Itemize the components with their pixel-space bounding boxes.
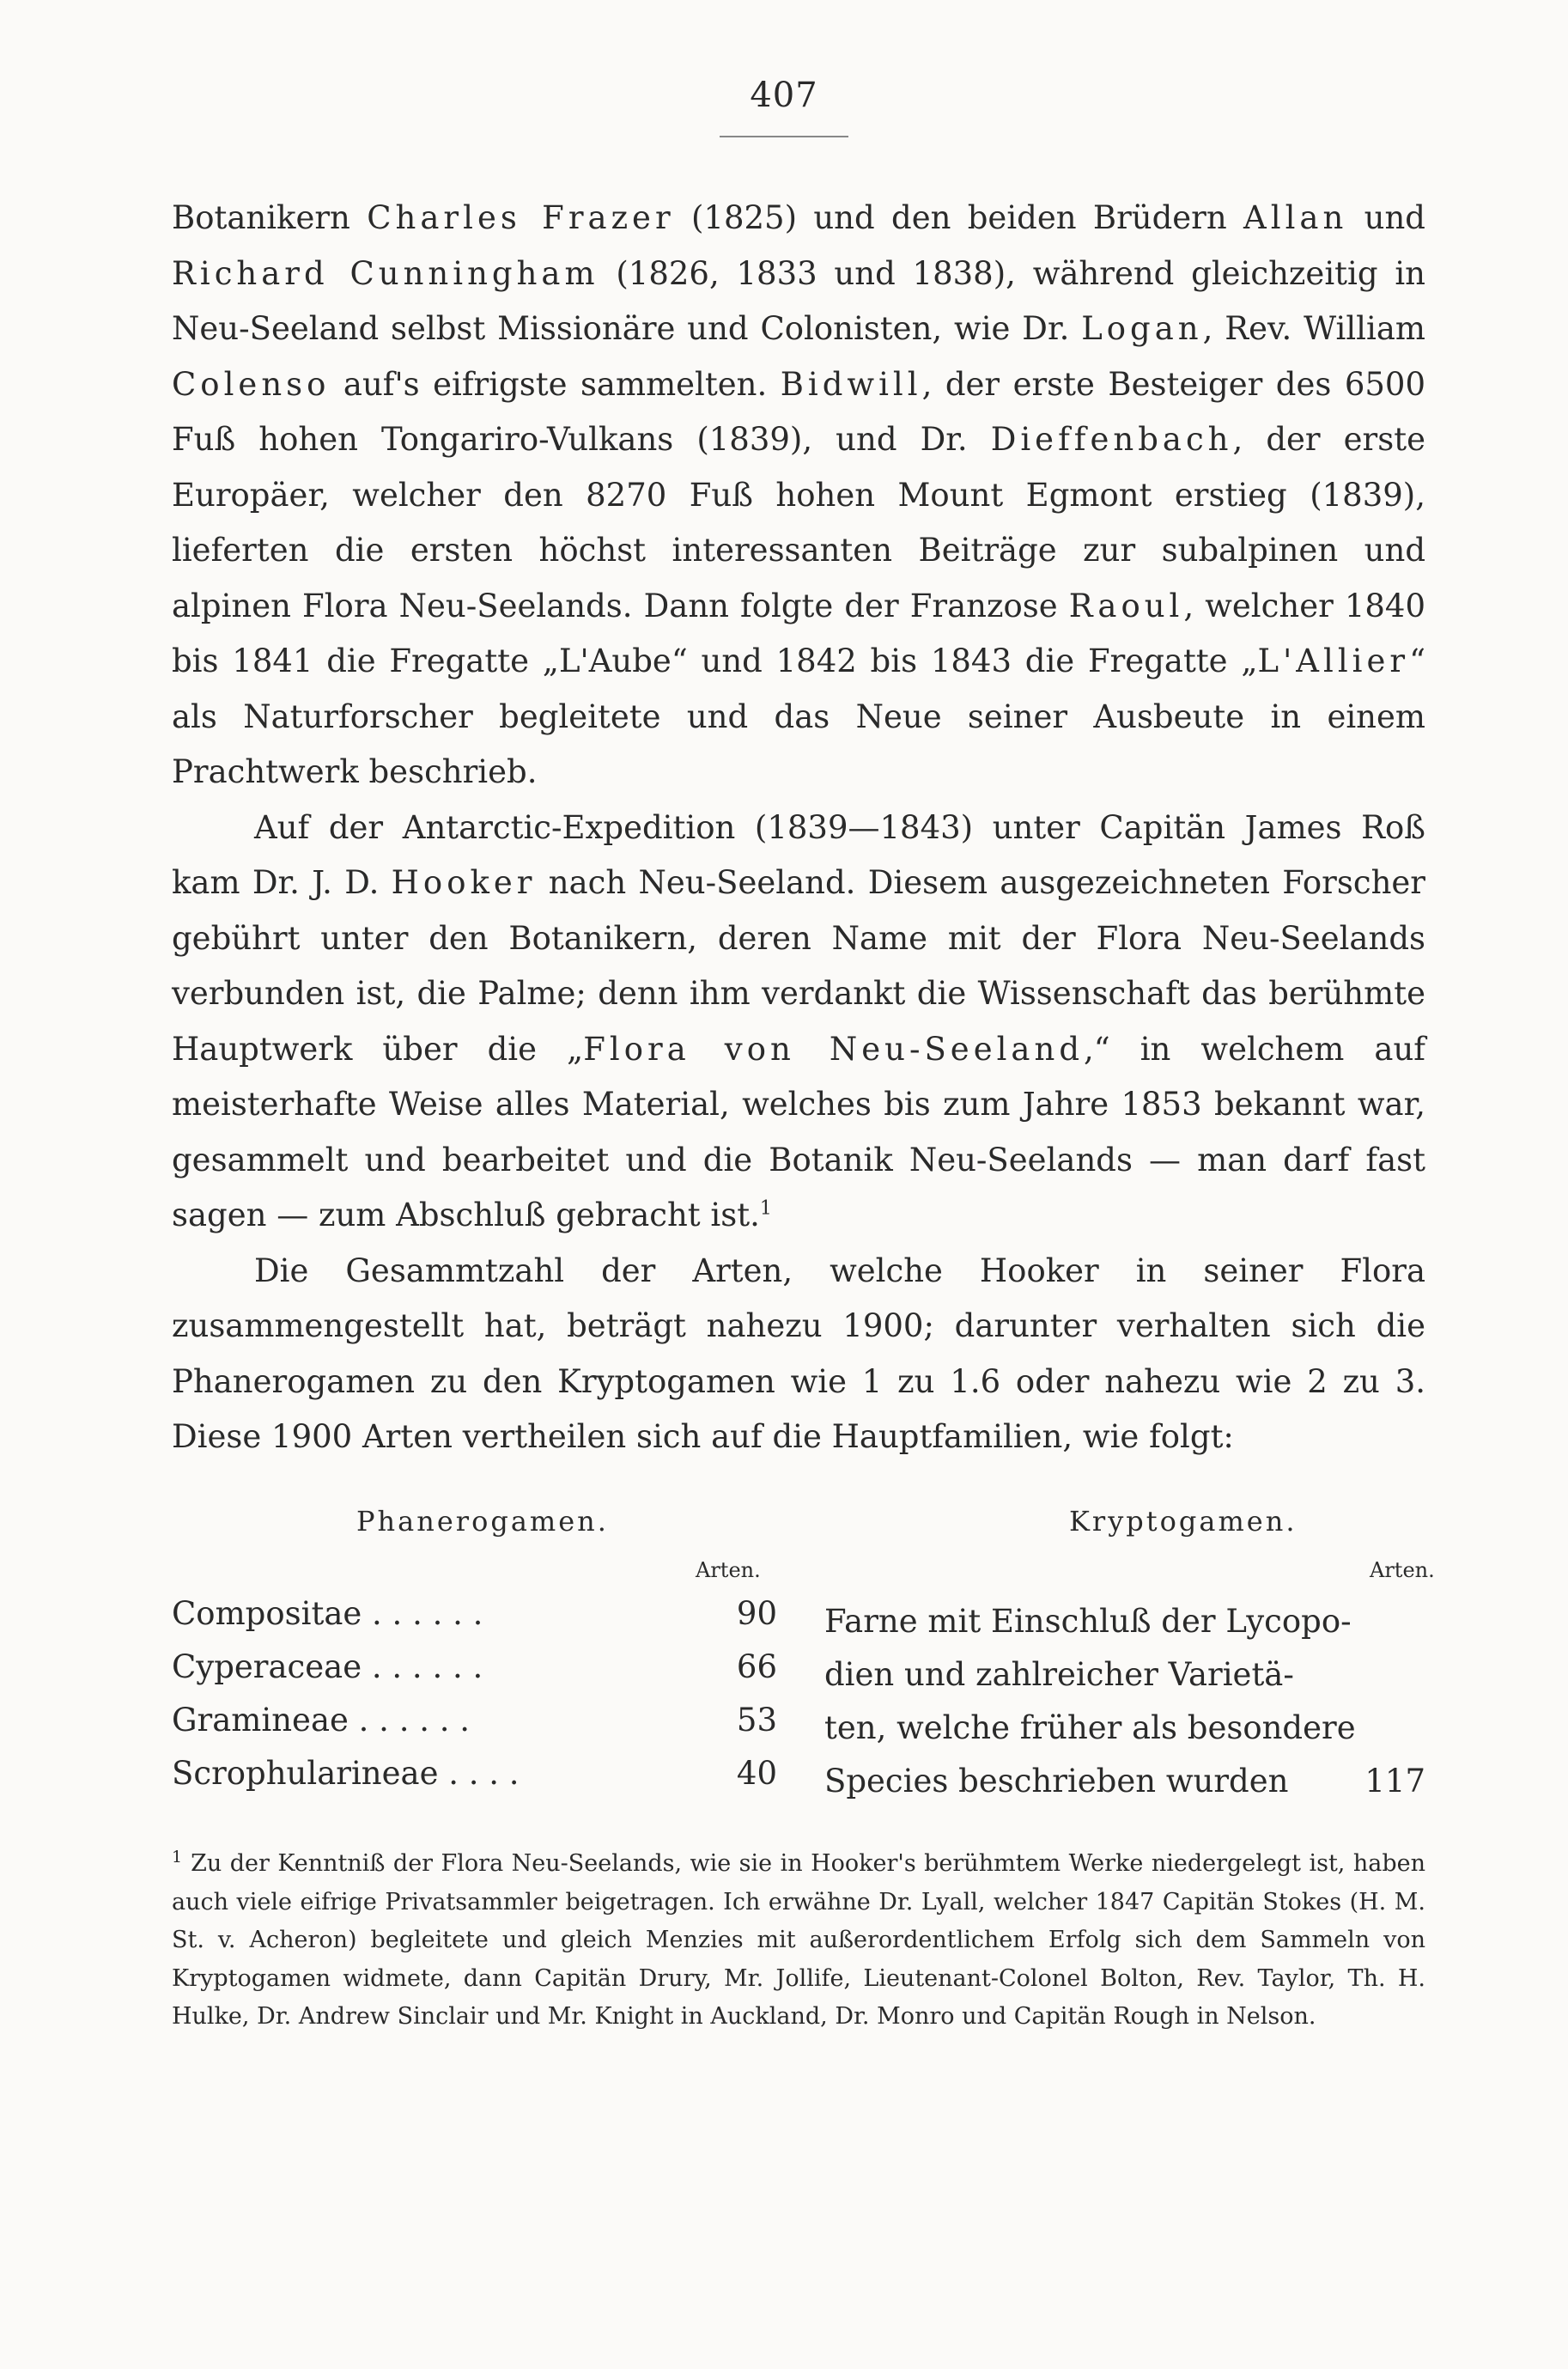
family-name: Scrophularineae . . . .: [172, 1755, 520, 1792]
spaced-name: Logan: [1081, 310, 1203, 347]
family-name: Compositae . . . . . .: [172, 1595, 483, 1632]
species-count: 53: [736, 1702, 777, 1739]
kryptogamen-header: Kryptogamen.: [1069, 1505, 1298, 1538]
family-name: Gramineae . . . . . .: [172, 1702, 471, 1739]
species-count: 40: [736, 1755, 777, 1792]
spaced-name: Bidwill: [780, 365, 922, 403]
arten-label-left: Arten.: [696, 1558, 761, 1582]
kryptogamen-entry: [824, 1595, 1425, 1808]
footnote-reference: 1: [759, 1197, 772, 1220]
kryptogamen-line-last: [824, 1755, 1425, 1808]
body-text: [172, 191, 1425, 1465]
paragraph-1: Botanikern Charles Frazer (1825) und den beiden Brüdern Allan und Richard Cunningham (1826, 1833 und 1838), während gleichzeitig in Neu-Seeland selbst Missionäre und Colonisten, wie Dr. Logan, Rev. William Colenso auf's eifrigste sammelten. Bidwill, der erste Besteiger des 6500 Fuß hohen Tongariro-Vulkans (1839), und Dr. Dieffenbach, der erste Europäer, welcher den 8270 Fuß hohen Mount Egmont erstieg (1839), lieferten die ersten höchst interessanten Beiträge zur subalpinen und alpinen Flora Neu-Seelands. Dann folgte der Franzose Raoul, welcher 1840 bis 1841 die Fregatte „L'Aube“ und 1842 bis 1843 die Fregatte „L'Allier“ als Naturforscher begleitete und das Neue seiner Ausbeute in einem Prachtwerk beschrieb.: [172, 199, 1426, 790]
footnote-text: Zu der Kenntniß der Flora Neu-Seelands, wie sie in Hooker's berühmtem Werke niedergelegt ist, haben auch viele eifrige Privatsammler beigetragen. Ich erwähne Dr. Lyall, welcher 1847 Capitän Stokes (H. M. St. v. Acheron) begleitete und gleich Menzies mit außerordentlichem Erfolg sich dem Sammeln von Kryptogamen widmete, dann Capitän Drury, Mr. Jollife, Lieutenant-Colonel Bolton, Rev. Taylor, Th. H. Hulke, Dr. Andrew Sinclair und Mr. Knight in Auckland, Dr. Monro und Capitän Rough in Nelson.: [172, 1850, 1425, 2030]
kryptogamen-line: dien und zahlreicher Varietä-: [824, 1656, 1294, 1693]
spaced-name: Richard Cunningham: [172, 254, 599, 292]
arten-label-right: Arten.: [1370, 1558, 1435, 1582]
spaced-name: Hooker: [391, 864, 537, 901]
table-row: [172, 1648, 777, 1685]
family-table: [172, 1505, 1435, 1814]
kryptogamen-line: Farne mit Einschluß der Lycopo-: [824, 1603, 1352, 1640]
spaced-name: L'Allier: [1257, 642, 1410, 679]
footnote: [172, 1845, 1425, 2037]
kryptogamen-line: ten, welche früher als besondere: [824, 1709, 1356, 1746]
species-count: 66: [736, 1648, 777, 1685]
paragraph-2: Auf der Antarctic-Expedition (1839—1843) unter Capitän James Roß kam Dr. J. D. Hooker nach Neu-Seeland. Diesem ausgezeichneten Forscher gebührt unter den Botanikern, deren Name mit der Flora Neu-Seelands verbunden ist, die Palme; denn ihm verdankt die Wissenschaft das berühmte Hauptwerk über die „Flora von Neu-Seeland,“ in welchem auf meisterhafte Weise alles Material, welches bis zum Jahre 1853 bekannt war, gesammelt und bearbeitet und die Botanik Neu-Seelands — man darf fast sagen — zum Abschluß gebracht ist.$^1$: [172, 808, 1425, 1233]
spaced-name: Charles Frazer: [367, 199, 675, 236]
spaced-name: Raoul: [1068, 587, 1184, 624]
species-count: 90: [736, 1595, 777, 1632]
spaced-name: Flora von Neu-Seeland: [583, 1030, 1084, 1068]
family-name: Cyperaceae . . . . . .: [172, 1648, 483, 1685]
table-row: [172, 1702, 777, 1739]
phanerogamen-header: Phanerogamen.: [356, 1505, 609, 1538]
table-row: [172, 1755, 777, 1792]
header-rule: [720, 136, 848, 137]
spaced-name: Allan: [1243, 199, 1348, 236]
kryptogamen-line: Species beschrieben wurden: [824, 1763, 1289, 1800]
species-count: 117: [1364, 1763, 1425, 1800]
table-row: [172, 1595, 777, 1632]
paragraph-3: Die Gesammtzahl der Arten, welche Hooker in seiner Flora zusammengestellt hat, beträgt nahezu 1900; darunter verhalten sich die Phanerogamen zu den Kryptogamen wie 1 zu 1.6 oder nahezu wie 2 zu 3. Diese 1900 Arten vertheilen sich auf die Hauptfamilien, wie folgt:: [172, 1251, 1425, 1455]
footnote-mark: 1: [172, 1848, 183, 1867]
page-number: 407: [750, 76, 818, 115]
spaced-name: Dieffenbach: [990, 421, 1233, 458]
spaced-name: Colenso: [172, 365, 331, 403]
